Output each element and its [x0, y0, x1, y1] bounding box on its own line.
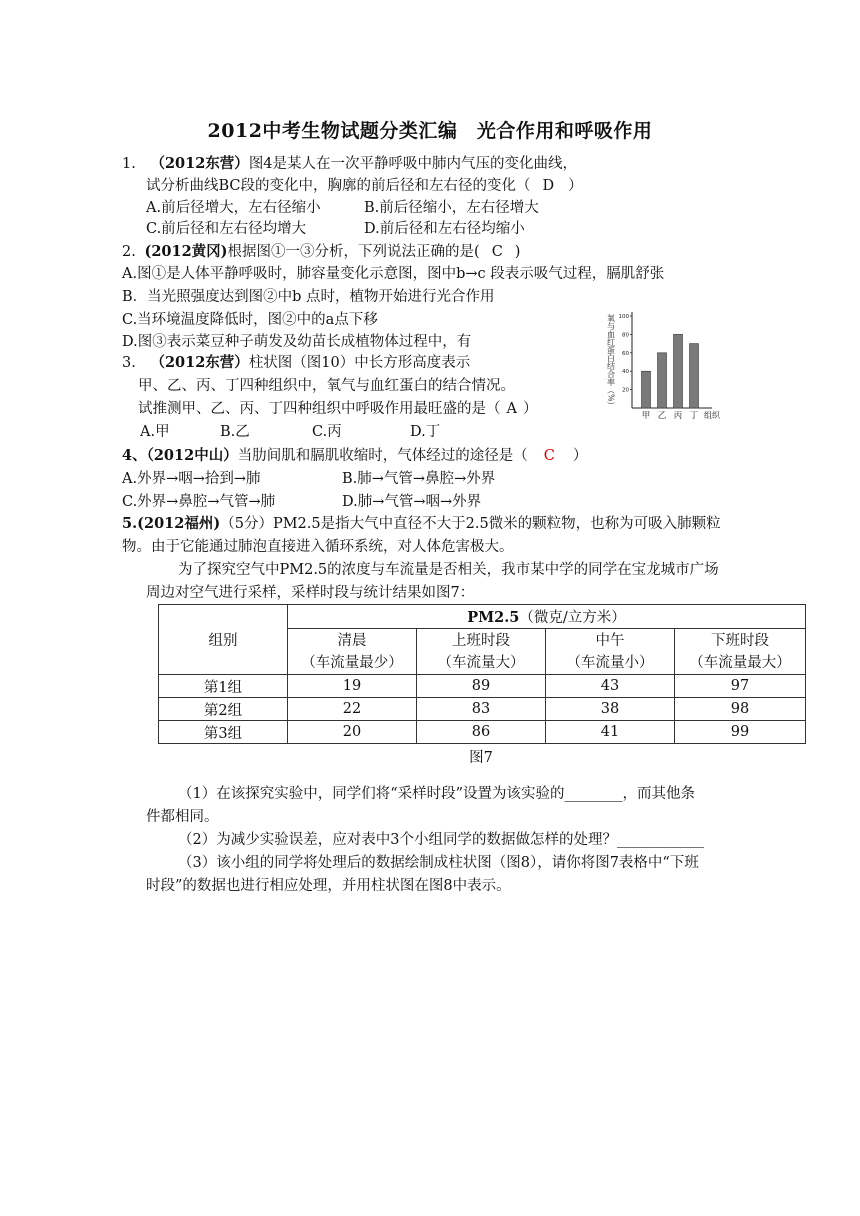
value-cell: 38 [546, 698, 675, 721]
q5-source: (2012福州) [137, 515, 221, 532]
period-note: （车流量小） [566, 654, 654, 671]
q2-stem [122, 242, 520, 262]
q5-text1: （5分）PM2.5是指大气中直径不大于2.5微米的颗粒物，也称为可吸入肺颗粒 [220, 516, 721, 532]
value-cell: 99 [675, 721, 806, 744]
q3-stem-line3 [138, 399, 537, 419]
value-cell: 41 [546, 721, 675, 744]
value-cell: 97 [675, 675, 806, 698]
q4-number: 4、 [122, 447, 147, 464]
table-row [159, 675, 806, 698]
q2-text: 根据图①一③分析，下列说法正确的是( [227, 244, 480, 260]
unit-header-cell [288, 605, 806, 629]
table-caption: 图7 [469, 750, 493, 766]
table-row [159, 698, 806, 721]
chart-x-tick-label: 丙 [673, 411, 683, 421]
q4-stem [122, 446, 587, 466]
chart-y-tick-label: 100 [618, 314, 629, 320]
q2-close: ) [514, 244, 521, 260]
page-title: 2012中考生物试题分类汇编 光合作用和呼吸作用 [207, 120, 653, 142]
q1-close: ） [568, 178, 583, 194]
period-header [675, 629, 806, 675]
q2-option-b: B．当光照强度达到图②中b 点时，植物开始进行光合作用 [122, 289, 495, 305]
period-note: （车流量最大） [689, 654, 791, 671]
value-cell: 83 [417, 698, 546, 721]
q3-option-c: C.丙 [312, 424, 342, 440]
value-cell: 20 [288, 721, 417, 744]
q4-option-d: D.肺→气管→咽→外界 [342, 494, 482, 510]
q1-option-b: B.前后径缩小，左右径增大 [364, 200, 539, 216]
value-cell: 89 [417, 675, 546, 698]
chart-x-tick-label: 甲 [641, 411, 651, 421]
chart-y-label-text: 氧与血红蛋白结合率（%） [606, 314, 616, 410]
q3-option-d: D.丁 [410, 424, 441, 440]
q4-option-b: B.肺→气管→鼻腔→外界 [342, 471, 496, 487]
q1-number: 1. [122, 156, 136, 172]
period-header [417, 629, 546, 675]
chart-y-tick-label: 60 [622, 350, 629, 357]
q2-option-a: A.图①是人体平静呼吸时，肺容量变化示意图，图中b→c 段表示吸气过程，膈肌舒张 [122, 266, 665, 282]
q3-option-a: A.甲 [140, 424, 170, 440]
chart-bar [690, 344, 699, 408]
q2-number: 2. [122, 244, 136, 260]
period-name: 下班时段 [711, 632, 769, 649]
q3-number: 3. [122, 355, 136, 371]
q1-text1: 图4是某人在一次平静呼吸中肺内气压的变化曲线， [248, 156, 578, 172]
chart-bar [642, 371, 651, 408]
q1-stem-line2 [146, 176, 583, 196]
chart-bar [658, 353, 667, 408]
q5-number: 5. [122, 515, 138, 532]
q4-text: 当肋间肌和膈肌收缩时，气体经过的途径是（ [237, 448, 528, 464]
q3-option-b: B.乙 [220, 424, 250, 440]
q5-stem-line1 [122, 514, 721, 534]
q1-text2: 试分析曲线BC段的变化中，胸廓的前后径和左右径的变化（ [146, 178, 531, 194]
period-header [546, 629, 675, 675]
q3-text1: 柱状图（图10）中长方形高度表示 [248, 355, 471, 371]
group-cell: 第3组 [159, 721, 288, 744]
period-name: 上班时段 [452, 632, 510, 649]
q5-sub2: （2）为减少实验误差，应对表中3个小组同学的数据做怎样的处理？____________ [178, 832, 704, 848]
chart-bar [674, 334, 683, 408]
pm25-data-table [158, 604, 806, 744]
value-cell: 86 [417, 721, 546, 744]
table-row [159, 721, 806, 744]
q2-source: (2012黄冈) [144, 243, 228, 260]
period-note: （车流量大） [437, 654, 525, 671]
q1-answer: D [542, 178, 555, 194]
group-cell: 第1组 [159, 675, 288, 698]
period-name: 中午 [595, 632, 625, 649]
q1-option-c: C.前后径和左右径均增大 [146, 221, 307, 237]
q3-close: ） [522, 401, 538, 417]
q5-stem-line4: 周边对空气进行采样，采样时段与统计结果如图7： [146, 585, 475, 601]
chart-x-axis-label: 组织 [704, 411, 720, 420]
q5-sub3-line1: （3）该小组的同学将处理后的数据绘制成柱状图（图8），请你将图7表格中“下班 [178, 855, 699, 871]
q1-stem-line1 [122, 154, 577, 174]
chart-x-tick-label: 乙 [657, 411, 667, 421]
chart-y-tick-label: 80 [622, 332, 629, 339]
chart-y-tick-label: 40 [622, 369, 629, 376]
q5-sub3-line2: 时段”的数据也进行相应处理，并用柱状图在图8中表示。 [146, 878, 511, 894]
period-header [288, 629, 417, 675]
value-cell: 22 [288, 698, 417, 721]
chart-x-tick-label: 丁 [689, 411, 699, 421]
oxygen-binding-bar-chart [602, 304, 720, 424]
q2-option-d: D.图③表示菜豆种子萌发及幼苗长成植物体过程中，有 [122, 334, 472, 350]
q4-option-a: A.外界→咽→拾到→肺 [122, 471, 261, 487]
group-cell: 第2组 [159, 698, 288, 721]
q1-option-d: D.前后径和左右径均缩小 [364, 221, 525, 237]
q2-option-c: C.当环境温度降低时，图②中的a点下移 [122, 312, 378, 328]
period-name: 清晨 [337, 632, 367, 649]
unit-header-rest: （微克/立方米） [519, 610, 626, 626]
q3-stem-line2: 甲、乙、丙、丁四种组织中，氧气与血红蛋白的结合情况。 [138, 378, 515, 394]
q4-source: （2012中山） [146, 447, 238, 464]
q3-stem-line1 [122, 353, 470, 373]
q3-answer: A [506, 401, 517, 417]
unit-header-bold: PM2.5 [467, 609, 520, 626]
chart-y-tick-label: 20 [622, 387, 629, 394]
q5-stem-line3: 为了探究空气中PM2.5的浓度与车流量是否相关，我市某中学的同学在宝龙城市广场 [178, 562, 719, 578]
q1-source: （2012东营） [150, 155, 249, 172]
value-cell: 43 [546, 675, 675, 698]
q4-answer: C [543, 448, 555, 464]
q3-text3: 试推测甲、乙、丙、丁四种组织中呼吸作用最旺盛的是（ [138, 401, 501, 417]
q4-close: ） [572, 448, 588, 464]
period-note: （车流量最少） [301, 654, 403, 671]
value-cell: 19 [288, 675, 417, 698]
q2-answer: C [491, 244, 503, 260]
q5-sub1-line2: 件都相同。 [146, 809, 219, 825]
q3-source: （2012东营） [150, 354, 249, 371]
value-cell: 98 [675, 698, 806, 721]
group-header: 组别 [208, 633, 238, 649]
q5-stem-line2: 物。由于它能通过肺泡直接进入循环系统，对人体危害极大。 [122, 539, 514, 555]
q4-option-c: C.外界→鼻腔→气管→肺 [122, 494, 276, 510]
q1-option-a: A.前后径增大，左右径缩小 [146, 200, 321, 216]
group-header-cell [159, 605, 288, 675]
chart-y-axis-label [607, 313, 616, 410]
q5-sub1-line1: （1）在该探究实验中，同学们将“采样时段”设置为该实验的________，而其他条 [178, 786, 696, 802]
